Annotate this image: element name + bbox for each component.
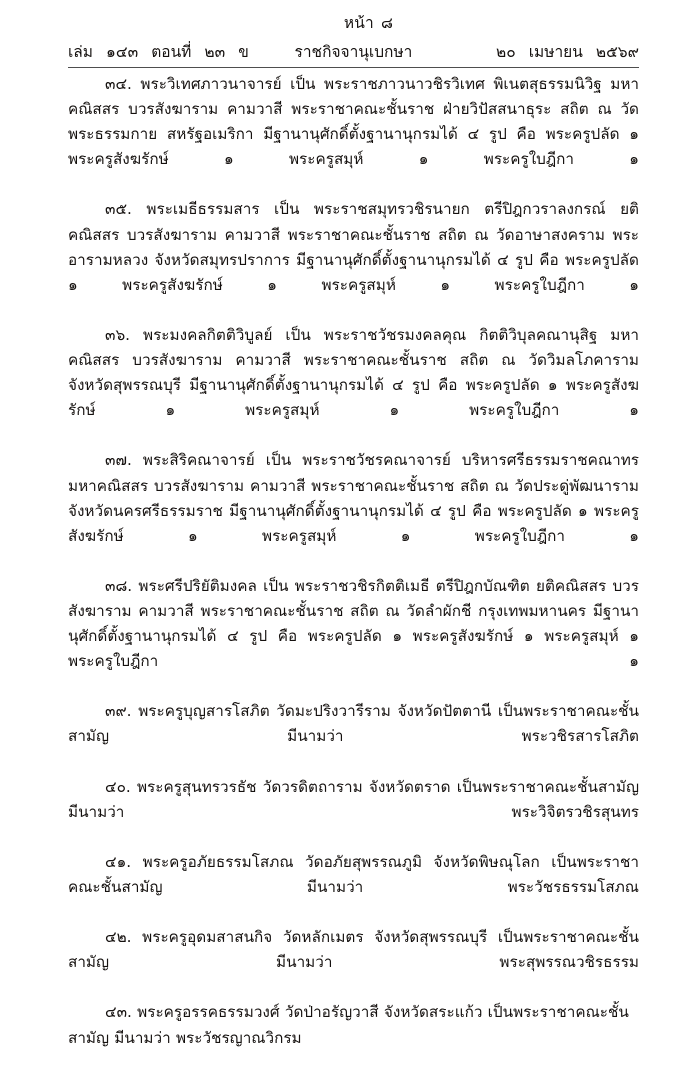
date-month: เมษายน xyxy=(528,43,583,61)
entry-paragraph: ๔๓. พระครูอรรคธรรมวงศ์ วัดป่าอรัญวาสี จังหวัดสระแก้ว เป็นพระราชาคณะชั้นสามัญ มีนามว่า พระวัชรญาณวิกรม xyxy=(68,1003,629,1047)
volume-info xyxy=(68,39,249,64)
page-masthead xyxy=(0,10,694,68)
section-number: ๒๓ xyxy=(204,43,226,61)
entry-paragraph: ๓๗. พระสิริคณาจารย์ เป็น พระราชวัชรคณาจารย์ บริหารศรีธรรมราชคณาทร มหาคณิสสร บวรสังฆาราม คามวาสี พระราชาคณะชั้นราช สถิต ณ วัดประดู่พัฒนาราม จังหวัดนครศรีธรรมราช มีฐานานุศักดิ์ตั้งฐานานุกรมได้ ๔ รูป คือ พระครูปลัด ๑ พระครูสังฆรักษ์ ๑ พระครูสมุห์ ๑ พระครูใบฎีกา ๑ xyxy=(68,451,639,545)
page-body xyxy=(0,72,694,1076)
section-class: ข xyxy=(238,43,249,61)
page-label: หน้า xyxy=(343,14,374,32)
entry-paragraph: ๓๖. พระมงคลกิตติวิบูลย์ เป็น พระราชวัชรมงคลคุณ กิตติวิบุลคณานุสิฐ มหาคณิสสร บวรสังฆาราม คามวาสี พระราชาคณะชั้นราช สถิต ณ วัดวิมลโภคาราม จังหวัดสุพรรณบุรี มีฐานานุศักดิ์ตั้งฐานานุกรมได้ ๔ รูป คือ พระครูปลัด ๑ พระครูสังฆรักษ์ ๑ พระครูสมุห์ ๑ พระครูใบฎีกา ๑ xyxy=(68,325,639,420)
running-head xyxy=(68,39,639,67)
section-label: ตอนที่ xyxy=(151,43,192,61)
masthead-rule xyxy=(68,67,639,68)
date-year: ๒๕๖๙ xyxy=(595,43,639,61)
entry-paragraph: ๔๐. พระครูสุนทรวรธัช วัดวรดิตถาราม จังหวัดตราด เป็นพระราชาคณะชั้นสามัญ มีนามว่า พระวิจิตรวชิรสุนทร xyxy=(68,777,639,821)
page-folio xyxy=(68,10,639,35)
publication-date xyxy=(496,39,639,64)
entry-paragraph: ๔๒. พระครูอุดมสาสนกิจ วัดหลักเมตร จังหวัดสุพรรณบุรี เป็นพระราชาคณะชั้นสามัญ มีนามว่า พระสุพรรณวชิรธรรม xyxy=(68,928,639,972)
entry-paragraph: ๔๑. พระครูอภัยธรรมโสภณ วัดอภัยสุพรรณภูมิ จังหวัดพิษณุโลก เป็นพระราชาคณะชั้นสามัญ มีนามว่า พระวัชรธรรมโสภณ xyxy=(68,852,639,896)
entry-paragraph: ๓๕. พระเมธีธรรมสาร เป็น พระราชสมุทรวชิรนายก ตรีปิฎกวราลงกรณ์ ยติคณิสสร บวรสังฆาราม คามวาสี พระราชาคณะชั้นราช สถิต ณ วัดอาษาสงคราม พระอารามหลวง จังหวัดสมุทรปราการ มีฐานานุศักดิ์ตั้งฐานานุกรมได้ ๔ รูป คือ พระครูปลัด ๑ พระครูสังฆรักษ์ ๑ พระครูสมุห์ ๑ พระครูใบฎีกา ๑ xyxy=(68,200,639,294)
page-number: ๘ xyxy=(380,14,394,32)
entry-paragraph: ๓๘. พระศรีปริยัติมงคล เป็น พระราชวชิรกิตติเมธี ตรีปิฎกบัณฑิต ยติคณิสสร บวรสังฆาราม คามวาสี พระราชาคณะชั้นราช สถิต ณ วัดลำผักชี กรุงเทพมหานคร มีฐานานุศักดิ์ตั้งฐานานุกรมได้ ๔ รูป คือ พระครูปลัด ๑ พระครูสังฆรักษ์ ๑ พระครูสมุห์ ๑ พระครูใบฎีกา ๑ xyxy=(68,576,639,671)
entry-paragraph: ๓๔. พระวิเทศภาวนาจารย์ เป็น พระราชภาวนาวชิรวิเทศ พิเนตสุธรรมนิวิฐ มหาคณิสสร บวรสังฆาราม คามวาสี พระราชาคณะชั้นราช ฝ่ายวิปัสสนาธุระ สถิต ณ วัดพระธรรมกาย สหรัฐอเมริกา มีฐานานุศักดิ์ตั้งฐานานุกรมได้ ๔ รูป คือ พระครูปลัด ๑ พระครูสังฆรักษ์ ๑ พระครูสมุห์ ๑ พระครูใบฎีกา ๑ xyxy=(68,75,639,169)
date-day: ๒๐ xyxy=(496,43,516,61)
gazette-title: ราชกิจจานุเบกษา xyxy=(294,43,413,61)
entry-paragraph: ๓๙. พระครูบุญสารโสภิต วัดมะปริงวารีราม จังหวัดปัตตานี เป็นพระราชาคณะชั้นสามัญ มีนามว่า พระวชิรสารโสภิต xyxy=(68,702,639,746)
volume-number: ๑๔๓ xyxy=(106,43,139,61)
volume-label: เล่ม xyxy=(68,43,94,61)
